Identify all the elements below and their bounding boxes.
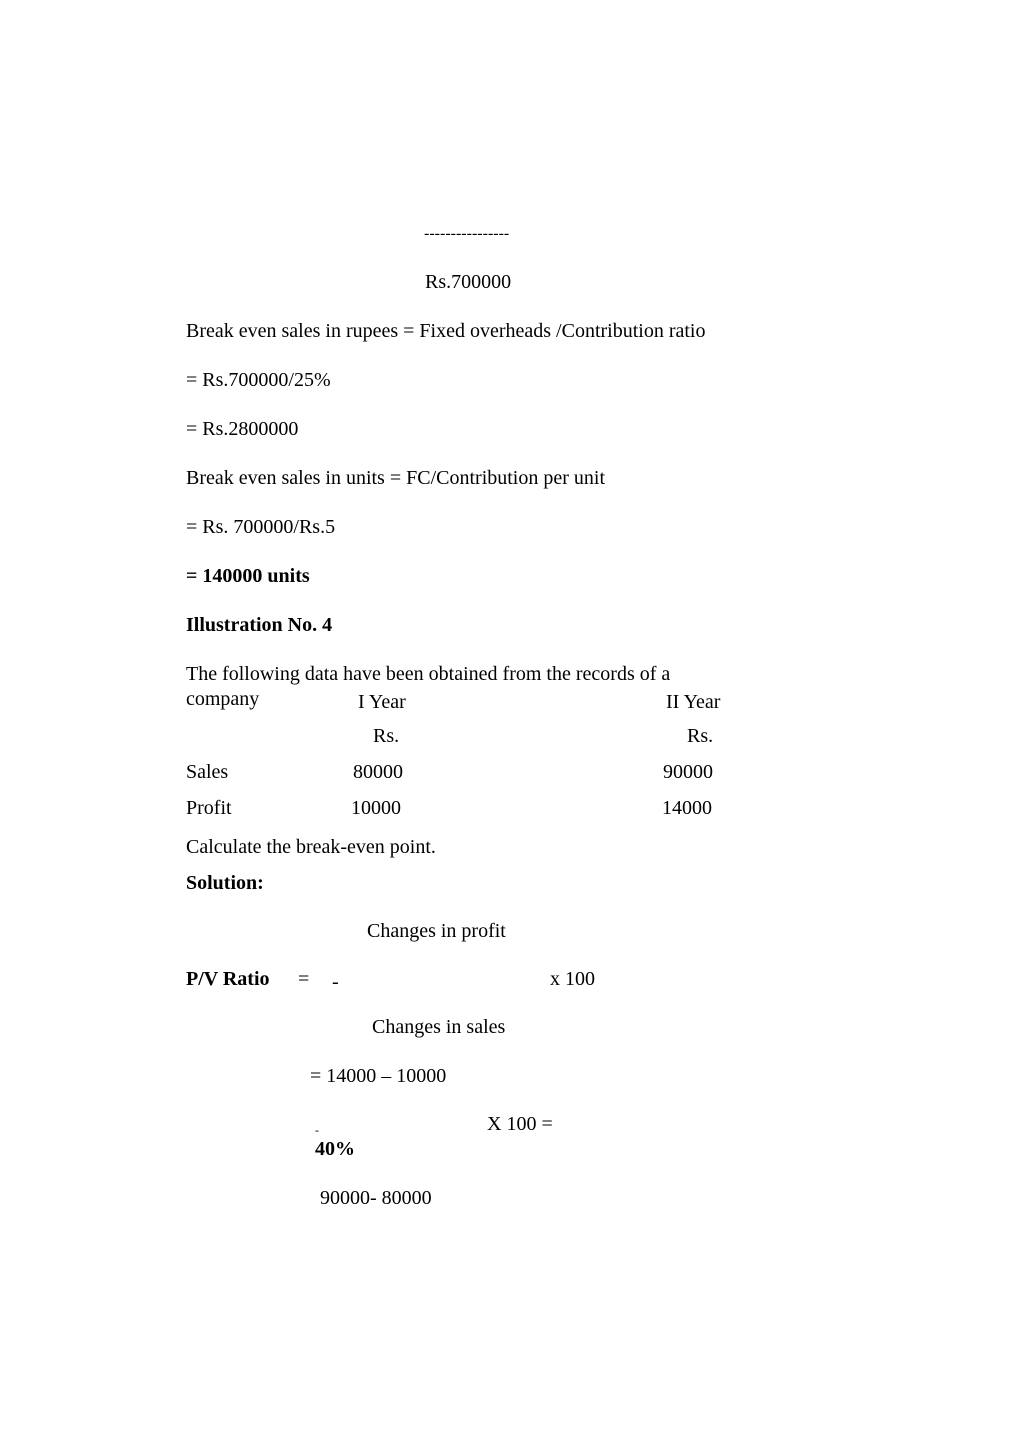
row-label: Profit [186, 797, 232, 819]
illustration-title: Illustration No. 4 [186, 614, 333, 636]
calc-times-100: X 100 = [487, 1113, 553, 1135]
col1-header: I Year [358, 691, 406, 713]
pv-equals: = [298, 968, 310, 990]
pv-denominator: Changes in sales [372, 1016, 506, 1038]
row-year2-value: 90000 [663, 761, 713, 783]
bes-units-step1: = Rs. 700000/Rs.5 [186, 516, 336, 538]
dash-line: ---------------- [424, 225, 510, 242]
col2-header: II Year [666, 691, 721, 713]
row-label: Sales [186, 761, 229, 783]
bes-units-result: = 140000 units [186, 565, 310, 587]
row-year1-value: 80000 [353, 761, 403, 783]
illustration-intro-line2: company [186, 688, 260, 710]
calc-result: 40% [315, 1138, 355, 1160]
row-year1-value: 10000 [351, 797, 401, 819]
calc-fraction-dash: - [315, 1123, 319, 1137]
bes-rupees-step1: = Rs.700000/25% [186, 369, 331, 391]
pv-numerator: Changes in profit [367, 920, 506, 942]
row-year2-value: 14000 [662, 797, 712, 819]
calc-numerator: = 14000 – 10000 [310, 1065, 447, 1087]
bes-units-formula: Break even sales in units = FC/Contribution per unit [186, 467, 606, 489]
pv-fraction-dash: - [332, 971, 339, 993]
col1-unit: Rs. [373, 725, 400, 747]
bes-rupees-formula: Break even sales in rupees = Fixed overheads /Contribution ratio [186, 320, 706, 342]
calc-denominator: 90000- 80000 [320, 1187, 432, 1209]
pv-times-100: x 100 [550, 968, 595, 990]
question-text: Calculate the break-even point. [186, 836, 436, 858]
illustration-intro-line1: The following data have been obtained from the records of a [186, 663, 671, 685]
col2-unit: Rs. [687, 725, 714, 747]
amount-text: Rs.700000 [425, 271, 512, 293]
pv-ratio-label: P/V Ratio [186, 968, 270, 990]
bes-rupees-step2: = Rs.2800000 [186, 418, 299, 440]
solution-heading: Solution: [186, 872, 264, 894]
